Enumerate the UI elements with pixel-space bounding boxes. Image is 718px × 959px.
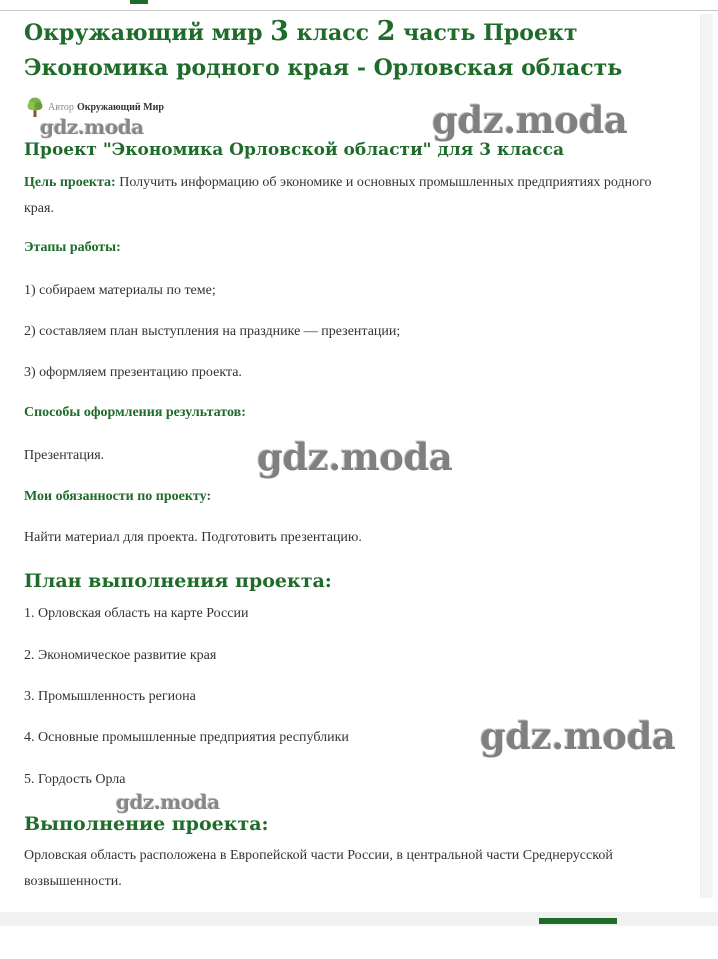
stages-label: Этапы работы: (24, 240, 121, 255)
results-label: Способы оформления результатов: (24, 405, 246, 420)
right-sidebar-strip (700, 14, 713, 898)
execution-heading: Выполнение проекта: (24, 813, 269, 835)
project-heading: Проект "Экономика Орловской области" для 3 класса (24, 140, 564, 160)
goal-text: Получить информацию об экономике и основных промышленных предприятиях родного края. (24, 175, 652, 216)
title-part-number: 2 (376, 16, 396, 47)
watermark: gdz.moda (116, 790, 220, 814)
plan-item: 5. Гордость Орла (24, 772, 126, 787)
watermark: gdz.moda (480, 714, 676, 758)
title-part: класс (288, 20, 377, 46)
plan-item: 1. Орловская область на карте России (24, 606, 249, 621)
results-text: Презентация. (24, 448, 105, 463)
plan-item: 4. Основные промышленные предприятия республики (24, 730, 349, 745)
execution-text: Орловская область расположена в Европейской части России, в центральной части Среднерусской возвышенности. (24, 848, 613, 889)
top-divider (0, 10, 718, 11)
top-accent-bar (130, 0, 148, 4)
plan-item: 3. Промышленность региона (24, 689, 196, 704)
stage-item: 1) собираем материалы по теме; (24, 283, 216, 298)
plan-heading: План выполнения проекта: (24, 570, 332, 592)
duties-label: Мои обязанности по проекту: (24, 489, 212, 504)
project-goal (24, 170, 674, 222)
watermark: gdz.moda (432, 98, 628, 142)
stage-item: 2) составляем план выступления на празднике — презентации; (24, 324, 401, 339)
stage-item: 3) оформляем презентацию проекта. (24, 365, 242, 380)
title-grade-number: 3 (270, 16, 289, 47)
plan-item: 2. Экономическое развитие края (24, 648, 217, 663)
author-label: Автор (48, 101, 74, 113)
watermark: gdz.moda (40, 115, 144, 139)
author-name[interactable]: Окружающий Мир (76, 101, 164, 113)
duties-text: Найти материал для проекта. Подготовить презентацию. (24, 530, 362, 545)
goal-label: Цель проекта: (24, 175, 116, 190)
title-part: часть Проект Экономика родного края - Орловская область (24, 20, 623, 81)
page-title (24, 14, 684, 86)
watermark: gdz.moda (257, 435, 453, 479)
footer-accent-bar (539, 918, 617, 924)
title-part: Окружающий мир (24, 20, 271, 46)
